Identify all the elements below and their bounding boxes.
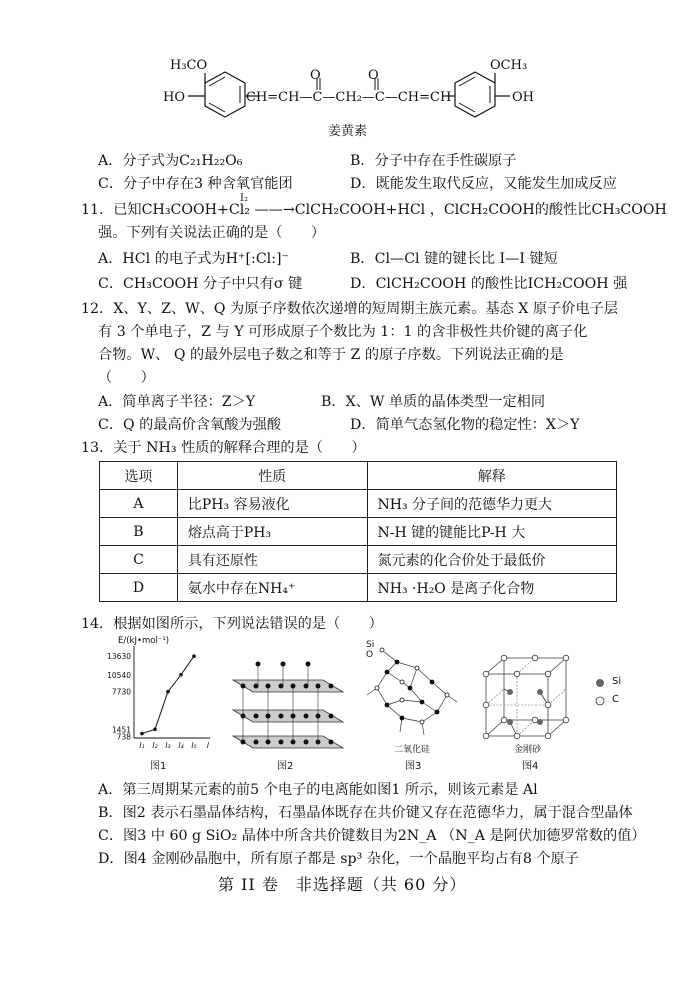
q14-stem: 14．根据如图所示，下列说法错误的是（ ） bbox=[81, 616, 383, 632]
q11-stem-line2: 强。下列有关说法正确的是（ ） bbox=[98, 225, 326, 241]
q10-option-d: D．既能发生取代反应，又能发生加成反应 bbox=[350, 176, 617, 192]
row-explanation: NH₃ 分子间的范德华力更大 bbox=[367, 490, 616, 518]
q12-stem-line2: 有 3 个单电子，Z 与 Y 可形成原子个数比为 1：1 的含非极性共价键的离子化 bbox=[98, 324, 588, 340]
data-point bbox=[166, 690, 170, 694]
row-property: 熔点高于PH₃ bbox=[177, 518, 367, 546]
graphite-layer-bottom bbox=[233, 736, 343, 748]
fig4-legend-markers bbox=[593, 675, 607, 709]
q13-table bbox=[99, 461, 617, 602]
c-atoms bbox=[483, 655, 569, 739]
row-explanation: NH₃ ·H₂O 是离子化合物 bbox=[367, 574, 616, 602]
q11-option-b: B．Cl—Cl 键的键长比 I—I 键短 bbox=[350, 251, 558, 267]
table-row bbox=[100, 518, 617, 546]
y-tick-label: 1451 bbox=[111, 725, 131, 735]
fig4-name: 金刚砂 bbox=[514, 745, 542, 755]
graphite-layer-top bbox=[233, 680, 343, 692]
table-header-row bbox=[100, 462, 617, 490]
oxygen-1: O bbox=[310, 68, 321, 83]
q10-option-c: C．分子中存在3 种含氧官能团 bbox=[98, 176, 293, 192]
q12-option-b: B．X、W 单质的晶体类型一定相同 bbox=[321, 394, 546, 410]
fig4-c-label: C bbox=[612, 694, 619, 705]
header-option: 选项 bbox=[100, 462, 178, 490]
silicon-carbide-cell bbox=[478, 652, 578, 742]
row-label: C bbox=[100, 546, 178, 574]
data-point bbox=[153, 727, 157, 731]
y-tick-label: 13630 bbox=[107, 652, 131, 662]
q11-catalyst: I₂ bbox=[240, 193, 248, 204]
x-tick-label: I bbox=[206, 741, 210, 750]
unit-cell-edges bbox=[486, 658, 566, 736]
x-tick-label: I₅ bbox=[191, 741, 197, 750]
section-title: 第 II 卷 非选择题（共 60 分） bbox=[218, 875, 467, 894]
data-point bbox=[140, 732, 144, 736]
q14-option-c: C．图3 中 60 g SiO₂ 晶体中所含共价键数目为2N_A （N_A 是阿伏加德罗常数的值） bbox=[98, 828, 646, 844]
q12-stem-line4: （ ） bbox=[98, 370, 155, 386]
row-explanation: 氮元素的化合价处于最低价 bbox=[367, 546, 616, 574]
graphite-atoms bbox=[241, 662, 334, 745]
row-label: B bbox=[100, 518, 178, 546]
q10-option-a: A．分子式为C₂₁H₂₂O₆ bbox=[98, 153, 243, 169]
row-property: 比PH₃ 容易液化 bbox=[177, 490, 367, 518]
fig3-si-label: Si bbox=[366, 640, 375, 650]
q12-option-d: D．简单气态氢化物的稳定性：X＞Y bbox=[350, 417, 580, 433]
table-row bbox=[100, 490, 617, 518]
q14-option-a: A．第三周期某元素的前5 个电子的电离能如图1 所示，则该元素是 Al bbox=[98, 782, 538, 798]
data-point bbox=[192, 654, 196, 658]
q14-option-b: B．图2 表示石墨晶体结构，石墨晶体既存在共价键又存在范德华力，属于混合型晶体 bbox=[98, 805, 633, 821]
ionization-energy-chart bbox=[96, 640, 216, 755]
y-tick-label: 738 bbox=[116, 732, 131, 742]
fig1-caption: 图1 bbox=[150, 761, 167, 772]
row-explanation: N-H 键的键能比P-H 大 bbox=[367, 518, 616, 546]
table-row bbox=[100, 546, 617, 574]
q13-stem: 13．关于 NH₃ 性质的解释合理的是（ ） bbox=[81, 440, 366, 456]
table-row bbox=[100, 574, 617, 602]
methoxy-left: H₃CO bbox=[170, 58, 208, 73]
methoxy-right: OCH₃ bbox=[490, 58, 528, 73]
q12-stem-line3: 合物。W、 Q 的最外层电子数之和等于 Z 的原子序数。下列说法正确的是 bbox=[98, 347, 564, 363]
graphite-layer-mid bbox=[233, 710, 343, 722]
x-tick-label: I₂ bbox=[152, 741, 158, 750]
q12-stem-line1: 12．X、Y、Z、W、Q 为原子序数依次递增的短周期主族元素。基态 X 原子价电子层 bbox=[81, 301, 619, 317]
row-property: 氨水中存在NH₄⁺ bbox=[177, 574, 367, 602]
chain-text: CH=CH—C—CH₂—C—CH=CH bbox=[246, 90, 452, 105]
row-label: A bbox=[100, 490, 178, 518]
data-point bbox=[179, 673, 183, 677]
series-line bbox=[142, 656, 194, 733]
x-tick-label: I₁ bbox=[139, 741, 145, 750]
header-explanation: 解释 bbox=[367, 462, 616, 490]
molecule-caption: 姜黄素 bbox=[328, 124, 368, 139]
q11-stem-line1: 11．已知CH₃COOH+Cl₂ ——→ClCH₂COOH+HCl ，ClCH₂COOH的酸性比CH₃COOH bbox=[81, 202, 667, 218]
fig3-o-label: O bbox=[366, 650, 374, 660]
oxygen-2: O bbox=[368, 68, 379, 83]
fig3-caption: 图3 bbox=[405, 761, 422, 772]
row-label: D bbox=[100, 574, 178, 602]
x-tick-label: I₃ bbox=[165, 741, 171, 750]
q12-option-c: C．Q 的最高价含氧酸为强酸 bbox=[98, 417, 282, 433]
graphite-structure bbox=[228, 658, 348, 750]
fig4-si-label: Si bbox=[612, 676, 622, 687]
hydroxy-right: OH bbox=[512, 90, 534, 105]
hydroxy-left: HO bbox=[163, 90, 185, 105]
silicon-dioxide-structure bbox=[362, 640, 462, 740]
header-property: 性质 bbox=[177, 462, 367, 490]
row-property: 具有还原性 bbox=[177, 546, 367, 574]
q11-option-c: C．CH₃COOH 分子中只有σ 键 bbox=[98, 276, 303, 292]
fig1-ylabel: E/(kJ•mol⁻¹) bbox=[118, 636, 170, 646]
q11-option-a: A．HCl 的电子式为H⁺[:Cl:]⁻ bbox=[98, 251, 290, 267]
x-tick-label: I₄ bbox=[178, 741, 184, 750]
fig4-caption: 图4 bbox=[522, 761, 539, 772]
fig3-name: 二氧化硅 bbox=[394, 745, 431, 755]
fig2-caption: 图2 bbox=[277, 761, 294, 772]
y-tick-label: 10540 bbox=[107, 670, 131, 680]
q12-option-a: A．简单离子半径：Z＞Y bbox=[98, 394, 256, 410]
y-tick-label: 7730 bbox=[111, 687, 131, 697]
q14-option-d: D．图4 金刚砂晶胞中，所有原子都是 sp³ 杂化，一个晶胞平均占有8 个原子 bbox=[98, 851, 579, 867]
q11-option-d: D．ClCH₂COOH 的酸性比ICH₂COOH 强 bbox=[350, 276, 628, 292]
q10-option-b: B．分子中存在手性碳原子 bbox=[350, 153, 517, 169]
